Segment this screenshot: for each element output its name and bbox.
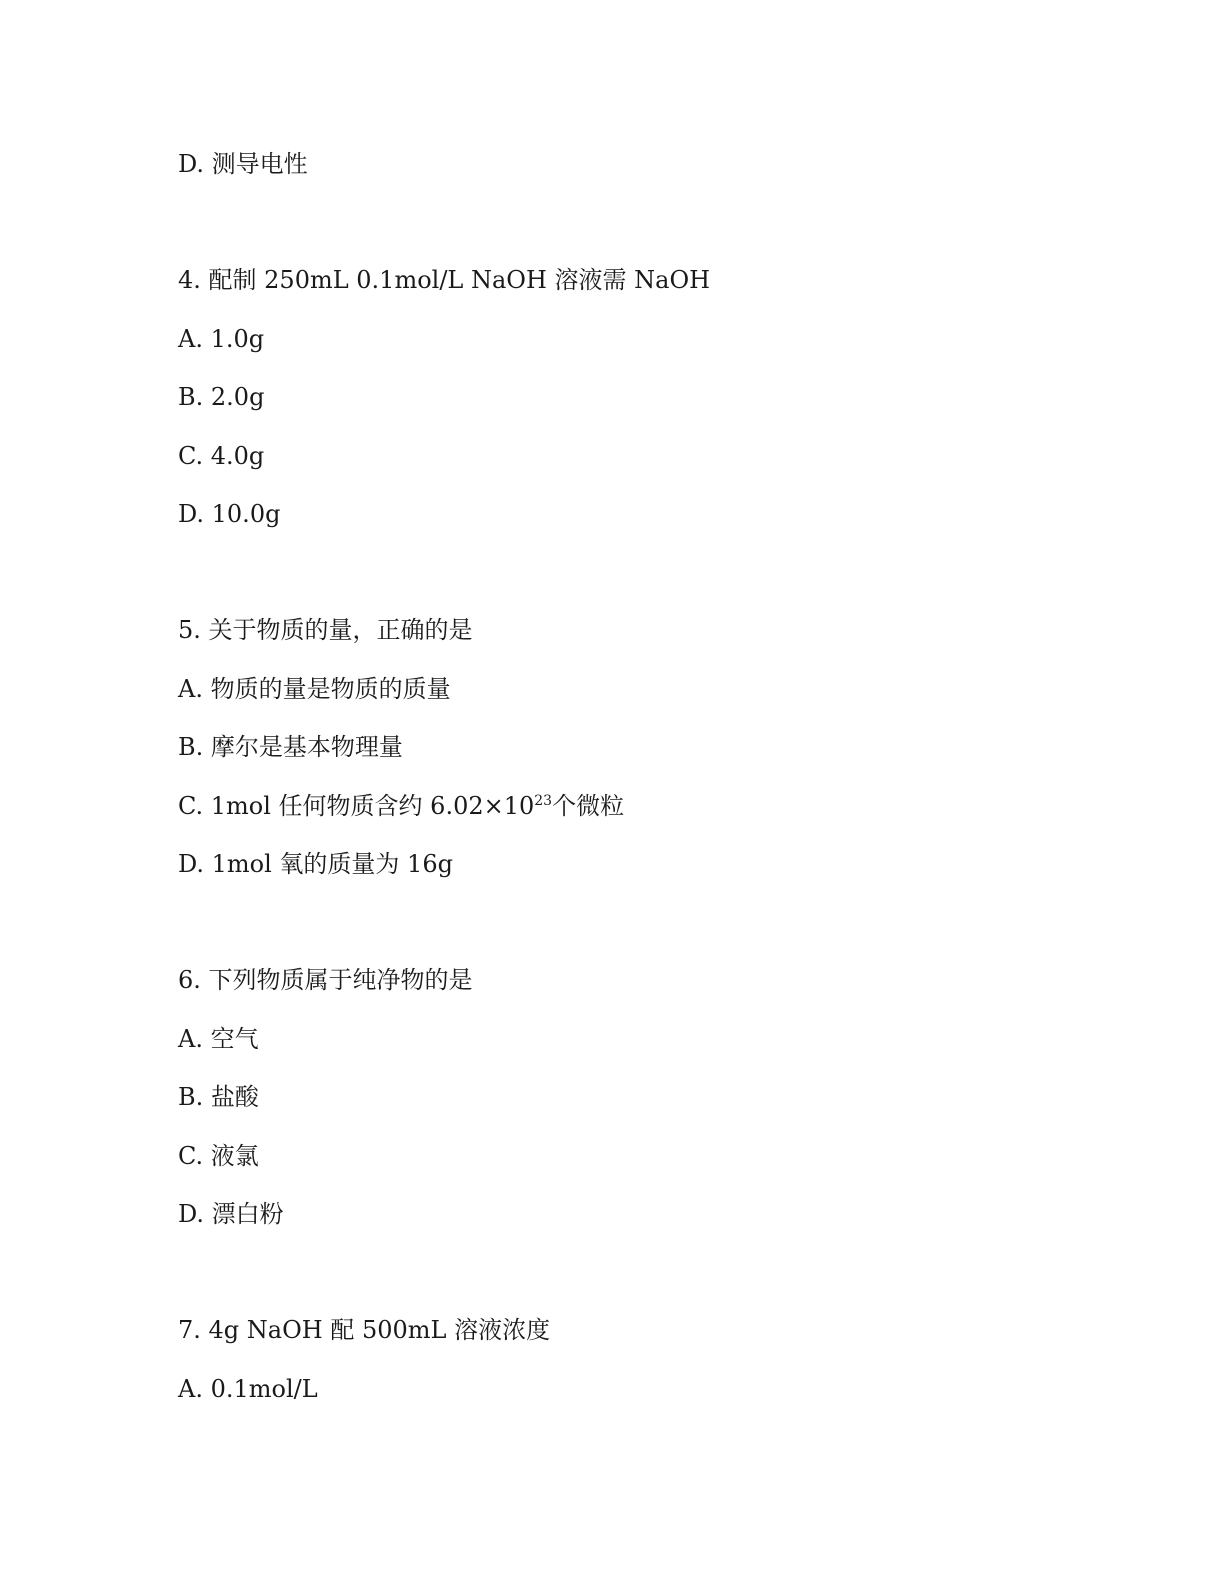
question-7-line: 7. 4g NaOH 配 500mL 溶液浓度 [178,1316,551,1344]
option-6d-line: D. 漂白粉 [178,1200,284,1228]
option-5b-line: B. 摩尔是基本物理量 [178,733,403,761]
option-6a-line: A. 空气 [178,1025,259,1053]
question-6-line: 6. 下列物质属于纯净物的是 [178,966,473,994]
question-5-line: 5. 关于物质的量，正确的是 [178,616,473,644]
option-4c-line: C. 4.0g [178,442,265,470]
option-6b-line: B. 盐酸 [178,1083,259,1111]
option-3d-line: D. 测导电性 [178,150,308,178]
option-5c-text-end: 个微粒 [552,792,625,820]
option-7a-line: A. 0.1mol/L [178,1375,318,1403]
option-4d-line: D. 10.0g [178,500,281,528]
option-5c-text: C. 1mol 任何物质含约 6.02×10 [178,792,535,820]
option-6c-line: C. 液氯 [178,1142,259,1170]
option-5a-line: A. 物质的量是物质的质量 [178,675,451,703]
option-4a-line: A. 1.0g [178,325,265,353]
option-5c-line [178,790,624,822]
option-5c-exponent: 23 [534,793,553,809]
option-4b-line: B. 2.0g [178,383,265,411]
option-5d-line: D. 1mol 氧的质量为 16g [178,850,453,878]
question-4-line: 4. 配制 250mL 0.1mol/L NaOH 溶液需 NaOH [178,266,711,294]
